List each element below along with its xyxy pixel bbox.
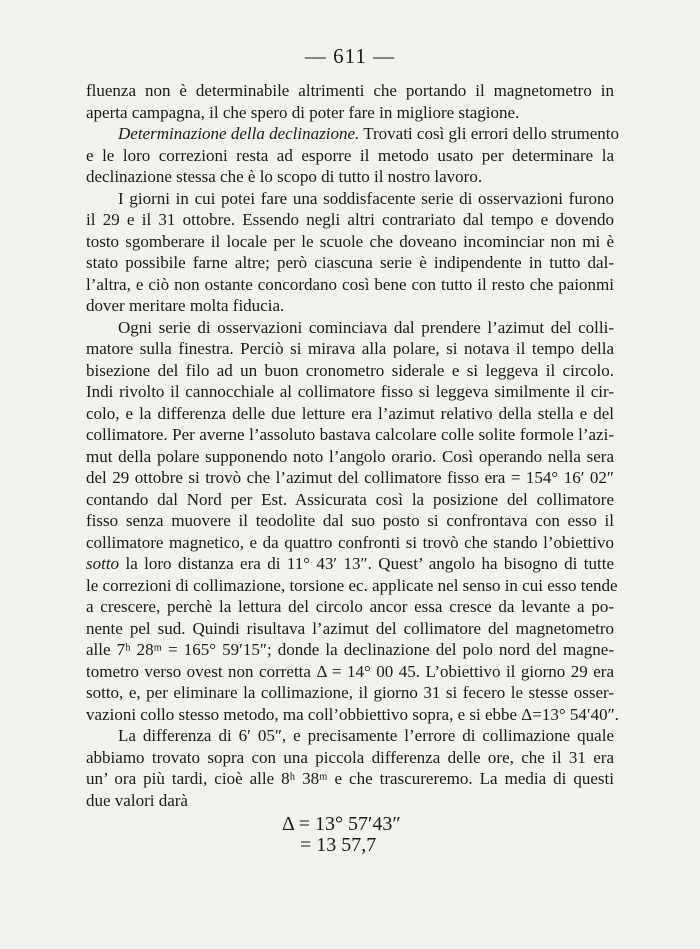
text-line xyxy=(86,188,614,210)
line-text: Ogni serie di osservazioni cominciava dal prendere l’azimut del colli- xyxy=(118,317,614,337)
line-text: La differenza di 6′ 05″, e precisamente l’errore di collimazione quale xyxy=(118,726,614,745)
line-text: Indi rivolto il cannocchiale al collimatore fisso si leggeva similmente il cir- xyxy=(86,382,614,401)
text-line xyxy=(86,768,614,790)
line-text: contando dal Nord per Est. Assicurata così la posizione del collimatore xyxy=(86,489,614,509)
text-line xyxy=(86,790,614,812)
line-text: nente pel sud. Quindi risultava l’azimut del collimatore del magnetometro xyxy=(86,618,614,638)
text-line xyxy=(86,532,614,554)
text-line xyxy=(86,252,614,274)
formula-line-2: = 13 57,7 xyxy=(300,834,377,856)
line-text: vazioni collo stesso metodo, ma coll’obbiettivo sopra, e si ebbe Δ=13° 54′40″. xyxy=(86,704,619,724)
line-text: I giorni in cui potei fare una soddisfacente serie di osservazioni furono xyxy=(118,188,614,208)
text-line xyxy=(86,575,618,597)
text-line xyxy=(86,682,614,704)
line-text: Trovati così gli errori dello strumento xyxy=(359,124,619,143)
text-line xyxy=(86,295,614,317)
line-text: a crescere, perchè la lettura del circolo ancor essa cresce da levante a po- xyxy=(86,597,614,616)
line-text: stato possibile farne altre; però ciascuna serie è indipendente in tutto dal- xyxy=(86,253,614,272)
text-line xyxy=(86,274,614,296)
line-text: colo, e la differenza delle due letture era l’azimut relativo della stella e del xyxy=(86,403,614,423)
line-text: sotto, e, per eliminare la collimazione, il giorno 31 si fecero le stesse osser- xyxy=(86,683,614,702)
line-text: un’ ora più tardi, cioè alle 8ʰ 38ᵐ e che trascureremo. La media di questi xyxy=(86,769,614,788)
text-line xyxy=(86,747,614,769)
line-text: la loro distanza era di 11° 43′ 13″. Quest’ angolo ha bisogno di tutte xyxy=(119,554,614,573)
line-text: mut della polare supponendo noto l’angolo orario. Così operando nella sera xyxy=(86,446,614,466)
line-text: e le loro correzioni resta ad esporre il metodo usato per determinare la xyxy=(86,145,614,165)
formula-line-1: Δ = 13° 57′43″ xyxy=(282,813,401,835)
text-line xyxy=(86,596,614,618)
line-text: abbiamo trovato sopra con una piccola differenza delle ore, che il 31 era xyxy=(86,747,614,767)
italic-text: sotto xyxy=(86,554,120,573)
text-line xyxy=(86,489,614,511)
text-line xyxy=(86,360,614,382)
text-line xyxy=(86,102,614,124)
line-text: declinazione stessa che è lo scopo di tutto il nostro lavoro. xyxy=(86,167,483,186)
text-line xyxy=(86,704,619,726)
line-text: bisezione del filo ad un buon cronometro siderale e si leggeva il circolo. xyxy=(86,360,614,380)
line-text: del 29 ottobre si trovò che l’azimut del collimatore fisso era = 154° 16′ 02″ xyxy=(86,468,614,487)
line-text: il 29 e il 31 ottobre. Essendo negli altri contrariato dal tempo e dovendo xyxy=(86,210,614,229)
text-line xyxy=(86,123,619,145)
text-line xyxy=(86,446,614,468)
line-text: matore sulla finestra. Perciò si mirava alla polare, si notava il tempo della xyxy=(86,339,614,358)
text-line xyxy=(86,424,614,446)
line-text: dover meritare molta fiducia. xyxy=(86,296,285,315)
line-text: collimatore. Per averne l’assoluto bastava calcolare colle solite formole l’azi- xyxy=(86,425,614,444)
line-text: due valori darà xyxy=(86,790,188,810)
line-text: fisso senza muovere il teodolite dal suo posto si confrontava con esso il xyxy=(86,511,614,530)
text-line xyxy=(86,145,614,167)
body-text xyxy=(86,80,619,811)
line-text: tometro verso ovest non corretta Δ = 14° 00 45. L’obiettivo il giorno 29 era xyxy=(86,661,614,681)
text-line xyxy=(86,166,614,188)
line-text: aperta campagna, il che spero di poter fare in migliore stagione. xyxy=(86,102,520,122)
text-line xyxy=(86,618,614,640)
italic-text: Determinazione della declinazione. xyxy=(118,124,360,143)
text-line xyxy=(86,510,614,532)
line-text: l’altra, e ciò non ostante concordano così bene con tutto il resto che paionmi xyxy=(86,274,614,294)
text-line xyxy=(86,639,614,661)
text-line xyxy=(86,381,614,403)
text-line xyxy=(86,209,614,231)
text-line xyxy=(86,403,614,425)
text-line xyxy=(86,725,614,747)
text-line xyxy=(86,467,614,489)
line-text: collimatore magnetico, e da quattro confronti si trovò che stando l’obiettivo xyxy=(86,532,614,552)
line-text: le correzioni di collimazione, torsione ec. applicate nel senso in cui esso tende xyxy=(86,575,618,595)
text-line xyxy=(86,661,614,683)
text-line xyxy=(86,553,614,575)
line-text: fluenza non è determinabile altrimenti che portando il magnetometro in xyxy=(86,81,614,100)
text-line xyxy=(86,317,614,339)
text-line xyxy=(86,338,614,360)
text-line xyxy=(86,80,614,102)
page-number: — 611 — xyxy=(304,44,396,68)
text-line xyxy=(86,231,614,253)
line-text: alle 7ʰ 28ᵐ = 165° 59′15″; donde la declinazione del polo nord del magne- xyxy=(86,640,614,659)
line-text: tosto sgomberare il locale per le scuole che doveano incominciar non mi è xyxy=(86,231,614,251)
